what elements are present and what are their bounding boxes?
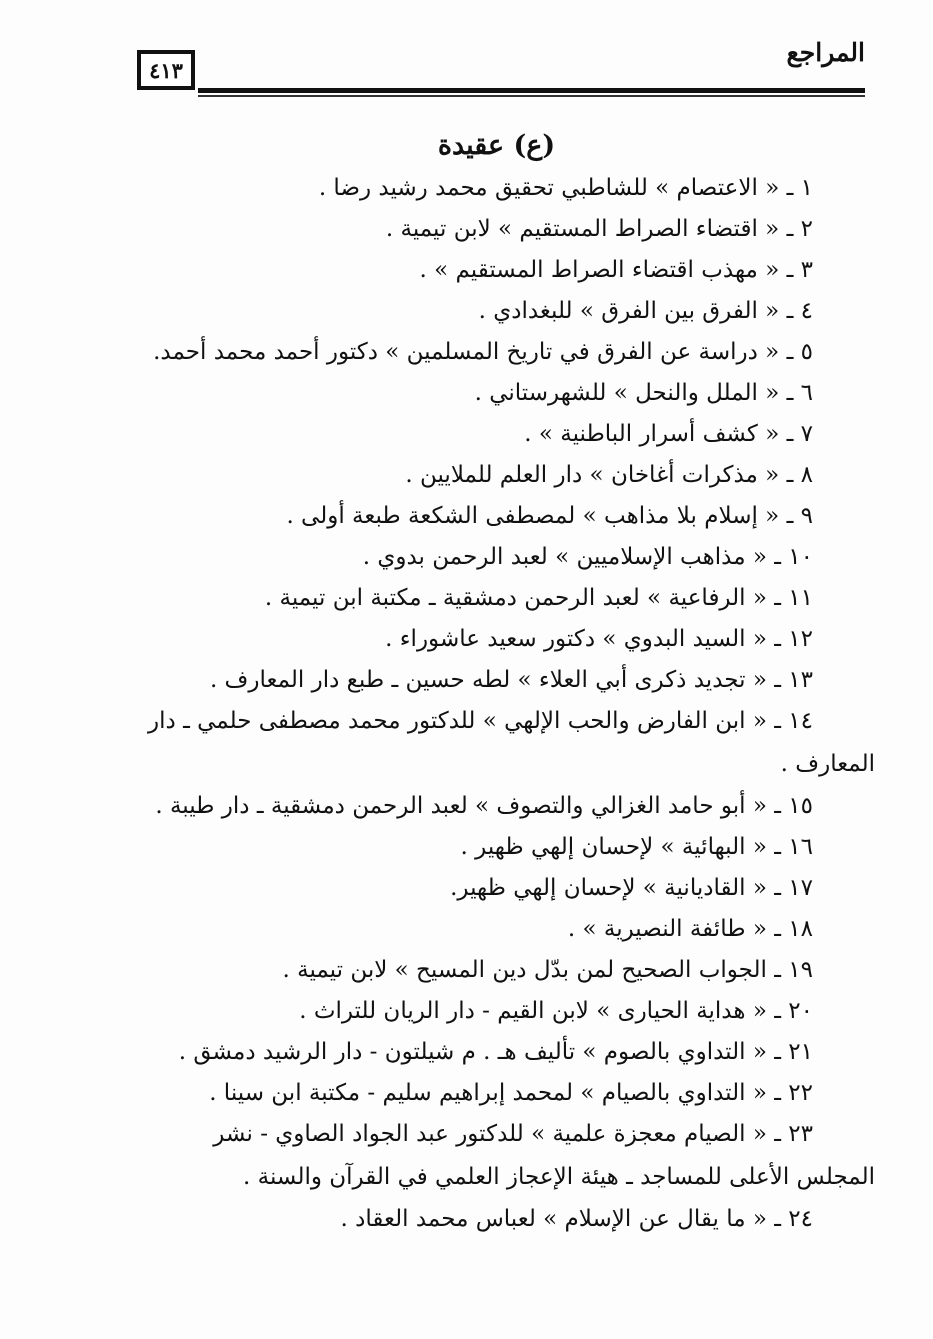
header-rule-thin [198, 95, 865, 97]
reference-number: ٢ ـ [786, 216, 813, 242]
reference-text: « الملل والنحل » للشهرستاني . [474, 380, 780, 406]
reference-number: ٥ ـ [786, 339, 813, 365]
reference-number: ١٢ ـ [774, 626, 813, 652]
reference-text: « التداوي بالصوم » تأليف هـ . م شيلتون - دار الرشيد دمشق . [178, 1039, 767, 1065]
reference-number: ١٣ ـ [774, 667, 813, 693]
reference-number: ٤ ـ [786, 298, 813, 324]
section-heading: (ع) عقيدة [437, 130, 556, 161]
reference-number: ٦ ـ [786, 380, 813, 406]
reference-item [113, 1114, 875, 1199]
page-number: ٤١٣ [137, 50, 195, 90]
reference-item [113, 1073, 813, 1114]
reference-item [113, 868, 813, 909]
reference-number: ٧ ـ [786, 421, 813, 447]
reference-number: ٩ ـ [786, 503, 813, 529]
reference-number: ٢١ ـ [774, 1039, 813, 1065]
reference-number: ١٥ ـ [774, 793, 813, 819]
reference-item [113, 619, 813, 660]
reference-text: الجواب الصحيح لمن بدّل دين المسيح » لابن تيمية . [282, 957, 767, 983]
reference-item [113, 250, 813, 291]
reference-item [113, 786, 813, 827]
reference-item [113, 1199, 813, 1240]
reference-text: « القاديانية » لإحسان إلهي ظهير. [450, 875, 767, 901]
reference-text: « مذكرات أغاخان » دار العلم للملايين . [405, 462, 780, 488]
reference-item [113, 701, 875, 786]
reference-number: ١٧ ـ [774, 875, 813, 901]
reference-text: « الفرق بين الفرق » للبغدادي . [478, 298, 780, 324]
reference-text: « مذاهب الإسلاميين » لعبد الرحمن بدوي . [362, 544, 767, 570]
reference-text: « ما يقال عن الإسلام » لعباس محمد العقاد . [340, 1206, 767, 1232]
reference-item [113, 827, 813, 868]
reference-item [113, 537, 813, 578]
reference-number: ١٩ ـ [774, 957, 813, 983]
reference-item [113, 455, 813, 496]
reference-item [113, 578, 813, 619]
reference-number: ٢٤ ـ [774, 1206, 813, 1232]
reference-item [113, 332, 813, 373]
reference-continuation: المجلس الأعلى للمساجد ـ هيئة الإعجاز العلمي في القرآن والسنة . [243, 1164, 875, 1190]
reference-number: ٢٢ ـ [774, 1080, 813, 1106]
running-title: المراجع [786, 38, 865, 67]
reference-item [113, 950, 813, 991]
reference-number: ١ ـ [786, 175, 813, 201]
reference-number: ٢٠ ـ [774, 998, 813, 1024]
reference-text: « تجديد ذكرى أبي العلاء » لطه حسين ـ طبع دار المعارف . [209, 667, 767, 693]
reference-number: ١٤ ـ [774, 708, 813, 734]
reference-text: « ابن الفارض والحب الإلهي » للدكتور محمد مصطفى حلمي ـ دار [148, 708, 767, 734]
reference-text: « طائفة النصيرية » . [567, 916, 767, 942]
reference-text: « اقتضاء الصراط المستقيم » لابن تيمية . [385, 216, 780, 242]
reference-text: « أبو حامد الغزالي والتصوف » لعبد الرحمن دمشقية ـ دار طيبة . [155, 793, 767, 819]
reference-item [113, 660, 813, 701]
reference-item [113, 373, 813, 414]
reference-number: ١٠ ـ [774, 544, 813, 570]
reference-item [113, 209, 813, 250]
reference-item [113, 291, 813, 332]
reference-text: « مهذب اقتضاء الصراط المستقيم » . [419, 257, 780, 283]
reference-item [113, 991, 813, 1032]
reference-text: « هداية الحيارى » لابن القيم - دار الريان للتراث . [299, 998, 767, 1024]
reference-text: « كشف أسرار الباطنية » . [524, 421, 780, 447]
reference-number: ٨ ـ [786, 462, 813, 488]
reference-item [113, 1032, 813, 1073]
reference-text: « إسلام بلا مذاهب » لمصطفى الشكعة طبعة أولى . [286, 503, 780, 529]
header-rule [198, 88, 865, 93]
reference-text: « الصيام معجزة علمية » للدكتور عبد الجواد الصاوي - نشر [213, 1121, 767, 1147]
reference-text: « التداوي بالصيام » لمحمد إبراهيم سليم - مكتبة ابن سينا . [209, 1080, 767, 1106]
reference-text: « الاعتصام » للشاطبي تحقيق محمد رشيد رضا . [318, 175, 780, 201]
reference-text: « السيد البدوي » دكتور سعيد عاشوراء . [385, 626, 767, 652]
reference-number: ٣ ـ [786, 257, 813, 283]
reference-continuation: المعارف . [780, 751, 875, 777]
reference-number: ١١ ـ [774, 585, 813, 611]
reference-number: ١٨ ـ [774, 916, 813, 942]
reference-text: « دراسة عن الفرق في تاريخ المسلمين » دكتور أحمد محمد أحمد. [153, 339, 780, 365]
reference-text: « البهائية » لإحسان إلهي ظهير . [460, 834, 767, 860]
references-list [113, 168, 875, 1240]
reference-number: ٢٣ ـ [774, 1121, 813, 1147]
reference-text: « الرفاعية » لعبد الرحمن دمشقية ـ مكتبة ابن تيمية . [264, 585, 767, 611]
reference-item [113, 168, 813, 209]
reference-item [113, 414, 813, 455]
reference-item [113, 496, 813, 537]
reference-number: ١٦ ـ [774, 834, 813, 860]
reference-item [113, 909, 813, 950]
